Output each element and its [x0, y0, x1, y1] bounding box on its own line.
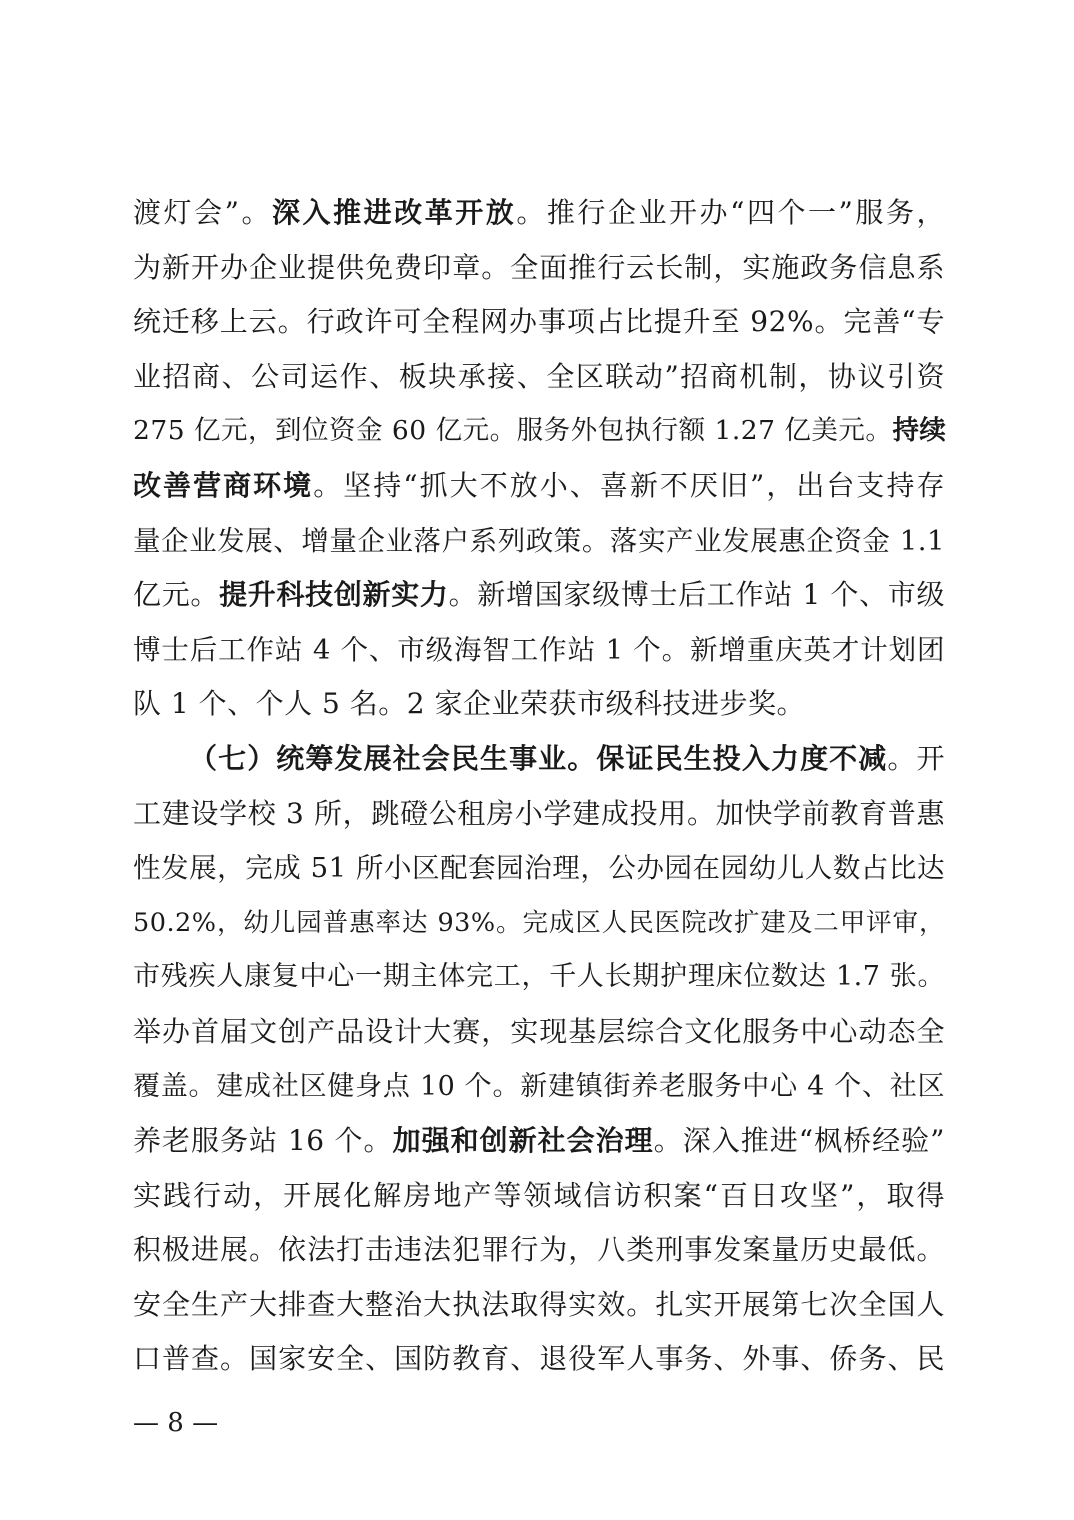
text-line: 统迁移上云。行政许可全程网办事项占比提升至 92%。完善“专	[133, 305, 945, 339]
text-line: 举办首届文创产品设计大赛，实现基层综合文化服务中心动态全	[133, 1014, 945, 1048]
bold-phrase: 改善营商环境	[133, 468, 314, 502]
text-line: 博士后工作站 4 个、市级海智工作站 1 个。新增重庆英才计划团	[133, 633, 945, 666]
text-line: 性发展，完成 51 所小区配套园治理，公办园在园幼儿人数占比达	[133, 852, 945, 885]
text-line: 市残疾人康复中心一期主体完工，千人长期护理床位数达 1.7 张。	[133, 961, 945, 993]
text-line: 积极进展。依法打击违法犯罪行为，八类刑事发案量历史最低。	[133, 1233, 945, 1267]
text-line: 50.2%，幼儿园普惠率达 93%。完成区人民医院改扩建及二甲评审，	[133, 907, 945, 938]
text-line: 安全生产大排查大整治大执法取得实效。扎实开展第七次全国人	[133, 1287, 945, 1321]
section-heading: （七）统筹发展社会民生事业。保证民生投入力度不减	[189, 741, 888, 775]
text-line: 亿元。提升科技创新实力。新增国家级博士后工作站 1 个、市级	[133, 578, 945, 612]
section-heading-line: （七）统筹发展社会民生事业。保证民生投入力度不减。开	[189, 741, 945, 775]
text-line: 为新开办企业提供免费印章。全面推行云长制，实施政务信息系	[133, 250, 945, 284]
text-line: 工建设学校 3 所，跳磴公租房小学建成投用。加快学前教育普惠	[133, 796, 945, 830]
text-line: 275 亿元，到位资金 60 亿元。服务外包执行额 1.27 亿美元。持续	[133, 415, 947, 447]
text-line: 实践行动，开展化解房地产等领域信访积案“百日攻坚”，取得	[133, 1178, 945, 1212]
page-number: — 8 —	[133, 1408, 219, 1438]
text-line: 业招商、公司运作、板块承接、全区联动”招商机制，协议引资	[133, 359, 945, 393]
text-line: 覆盖。建成社区健身点 10 个。新建镇街养老服务中心 4 个、社区	[133, 1070, 945, 1102]
text-line: 渡灯会”。深入推进改革开放。推行企业开办“四个一”服务，	[133, 196, 945, 229]
bold-phrase: 加强和创新社会治理	[392, 1124, 654, 1158]
text-line: 量企业发展、增量企业落户系列政策。落实产业发展惠企资金 1.1	[133, 524, 945, 557]
text-line: 养老服务站 16 个。加强和创新社会治理。深入推进“枫桥经验”	[133, 1124, 945, 1158]
text-line: 改善营商环境。坚持“抓大不放小、喜新不厌旧”，出台支持存	[133, 468, 945, 502]
bold-phrase: 持续	[892, 415, 947, 447]
body-text	[133, 186, 945, 1387]
text-line: 队 1 个、个人 5 名。2 家企业荣获市级科技进步奖。	[133, 687, 805, 721]
bold-phrase: 深入推进改革开放	[272, 196, 517, 229]
bold-phrase: 提升科技创新实力	[219, 578, 449, 612]
text-line: 口普查。国家安全、国防教育、退役军人事务、外事、侨务、民	[133, 1342, 945, 1376]
